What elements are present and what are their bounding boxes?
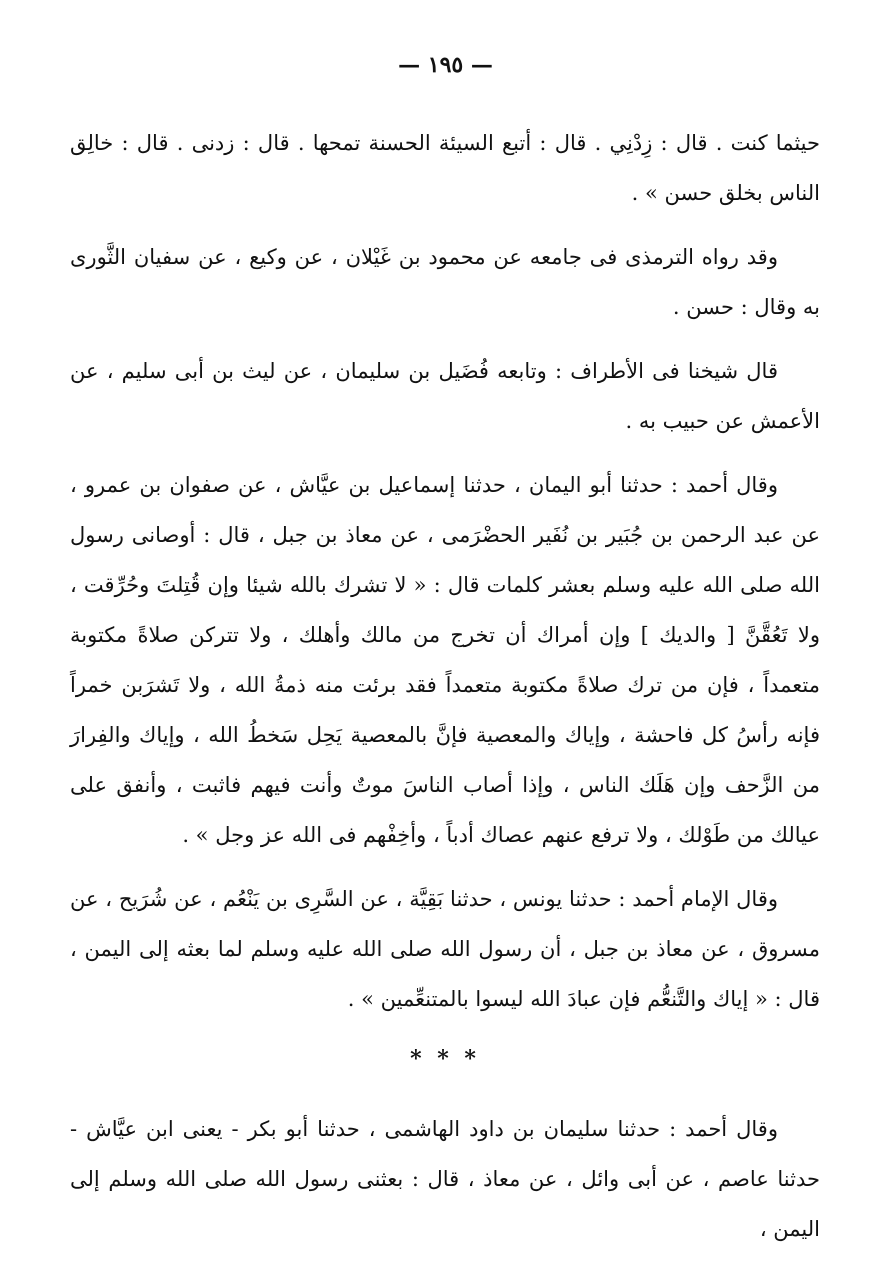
page-body bbox=[70, 118, 820, 1254]
paragraph-4: وقال أحمد : حدثنا أبو اليمان ، حدثنا إسماعيل بن عيَّاش ، عن صفوان بن عمرو ، عن عبد الرحمن بن جُبَير بن نُفَير الحضْرَمى ، عن معاذ بن جبل ، قال : أوصانى رسول الله صلى الله عليه وسلم بعشر كلمات قال : « لا تشرك بالله شيئا وإن قُتِلتَ وحُرِّقت ، ولا تَعُقَّنَّ [ والديك ] وإن أمراك أن تخرج من مالك وأهلك ، ولا تتركن صلاةً مكتوبة متعمداً ، فإن من ترك صلاةً مكتوبة متعمداً فقد برئت منه ذمةُ الله ، ولا تَشرَبن خمراً فإنه رأسُ كل فاحشة ، وإياك والمعصية فإنَّ بالمعصية يَحِل سَخطُ الله ، وإياك والفِرارَ من الزَّحف وإن هَلَك الناس ، وإذا أصاب الناسَ موتٌ وأنت فيهم فاثبت ، وأنفق على عيالك من طَوْلك ، ولا ترفع عنهم عصاك أدباً ، وأخِفْهم فى الله عز وجل » . bbox=[70, 473, 820, 847]
closing-paragraph: وقال أحمد : حدثنا سليمان بن داود الهاشمى ، حدثنا أبو بكر - يعنى ابن عيَّاش - حدثنا عاصم ، عن أبى وائل ، عن معاذ ، قال : بعثنى رسول الله صلى الله وسلم إلى اليمن ، bbox=[70, 1117, 820, 1241]
paragraph-3: قال شيخنا فى الأطراف : وتابعه فُضَيل بن سليمان ، عن ليث بن أبى سليم ، عن الأعمش عن حبيب به . bbox=[70, 359, 820, 433]
page-number: — ١٩٥ — bbox=[398, 52, 493, 78]
paragraph-5: وقال الإمام أحمد : حدثنا يونس ، حدثنا بَقِيَّة ، عن السَّرِى بن يَنْعُم ، عن شُرَيح ، عن مسروق ، عن معاذ بن جبل ، أن رسول الله صلى الله عليه وسلم لما بعثه إلى اليمن ، قال : « إياك والتَّنعُّم فإن عبادَ الله ليسوا بالمتنعِّمين » . bbox=[70, 887, 820, 1011]
section-separator: * * * bbox=[410, 1046, 480, 1072]
paragraph-1: حيثما كنت . قال : زِدْنِي . قال : أتبع السيئة الحسنة تمحها . قال : زدنى . قال : خالِق الناس بخلق حسن » . bbox=[70, 131, 820, 205]
paragraph-2: وقد رواه الترمذى فى جامعه عن محمود بن غَيْلان ، عن وكيع ، عن سفيان الثَّورى به وقال : حسن . bbox=[70, 245, 820, 319]
